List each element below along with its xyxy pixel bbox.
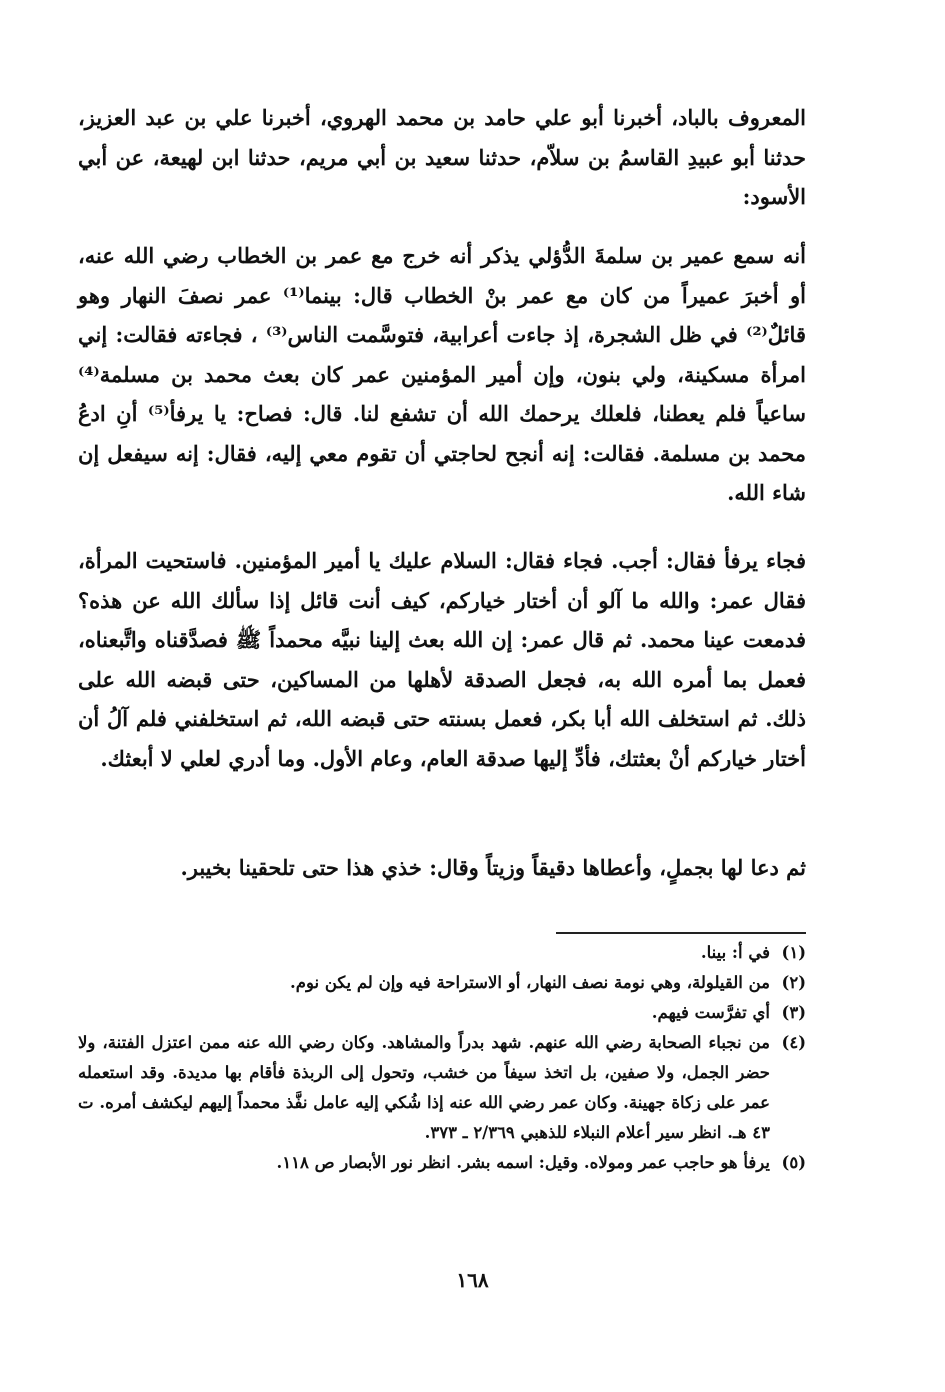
footnote-number: (٥)	[781, 1153, 806, 1172]
footnote-text: يرفأ هو حاجب عمر ومولاه. وقيل: اسمه بشر. انظر نور الأبصار ص ١١٨.	[276, 1153, 770, 1172]
footnotes-section	[78, 938, 806, 1178]
footnote-2	[78, 968, 806, 998]
footnote-number: (١)	[781, 943, 806, 962]
footnote-text: في أ: بينا.	[700, 943, 770, 962]
footnote-1	[78, 938, 806, 968]
body-paragraph-3: فجاء يرفأ فقال: أجب. فجاء فقال: السلام عليك يا أمير المؤمنين. فاستحيت المرأة، فقال عمر: والله ما آلو أن أختار خياركم، كيف أنت قائل إذا سألك الله عن هذه؟ فدمعت عينا محمد. ثم قال عمر: إن الله بعث إلينا نبيَّه محمداً ﷺ فصدَّقناه واتَّبعناه، فعمل بما أمره الله به، فجعل الصدقة لأهلها من المساكين، حتى قبضه الله على ذلك. ثم استخلف الله أبا بكر، فعمل بسنته حتى قبضه الله، ثم استخلفني فلم آلُ أن أختار خياركم أنْ بعثتك، فأدِّ إليها صدقة العام، وعام الأول. وما أدري لعلي لا أبعثك.	[78, 548, 806, 771]
footnote-text: من نجباء الصحابة رضي الله عنهم. شهد بدراً والمشاهد. وكان رضي الله عنه ممن اعتزل الفتنة، ولا حضر الجمل، ولا صفين، بل اتخذ سيفاً من خشب، وتحول إلى الربذة فأقام بها مديدة. وقد استعمله عمر على زكاة جهينة. وكان عمر رضي الله عنه إذا شُكي إليه عامل نفَّذ محمداً إليهم ليكشف أمره. ت ٤٣ هـ. انظر سير أعلام النبلاء للذهبي ٢/٣٦٩ ـ ٣٧٣.	[78, 1033, 770, 1142]
body-paragraph-1: المعروف بالباد، أخبرنا أبو علي حامد بن محمد الهروي، أخبرنا علي بن عبد العزيز، حدثنا أبو عبيدِ القاسمُ بن سلاّم، حدثنا سعيد بن أبي مريم، حدثنا ابن لهيعة، عن أبي الأسود:	[78, 105, 806, 209]
page-number: ١٦٨	[456, 1268, 489, 1292]
footnote-number: (٢)	[781, 973, 806, 992]
footnote-5	[78, 1148, 806, 1178]
footnote-3	[78, 998, 806, 1028]
footnote-text: أي تفرَّست فيهم.	[651, 1003, 770, 1022]
body-paragraph-2: أنه سمع عمير بن سلمةَ الدُّؤلي يذكر أنه خرج مع عمر بن الخطاب رضي الله عنه، أو أخبرَ عميراً من كان مع عمر بنْ الخطاب قال: بينما⁽¹⁾ عمر نصفَ النهار وهو قائلٌ⁽²⁾ في ظل الشجرة، إذ جاءت أعرابية، فتوسَّمت الناس⁽³⁾ ، فجاءته فقالت: إني امرأة مسكينة، ولي بنون، وإن أمير المؤمنين عمر كان بعث محمد بن مسلمة⁽⁴⁾ ساعياً فلم يعطنا، فلعلك يرحمك الله أن تشفع لنا. قال: فصاح: يا يرفأ⁽⁵⁾ أنِ ادعُ محمد بن مسلمة. فقالت: إنه أنجح لحاجتي أن تقوم معي إليه، فقال: إنه سيفعل إن شاء الله.	[78, 243, 806, 505]
footnote-separator	[556, 932, 806, 934]
footnote-4	[78, 1028, 806, 1148]
footnote-text: من القيلولة، وهي نومة نصف النهار، أو الاستراحة فيه وإن لم يكن نوم.	[290, 973, 770, 992]
footnote-number: (٤)	[781, 1033, 806, 1052]
footnote-number: (٣)	[781, 1003, 806, 1022]
body-paragraph-4: ثم دعا لها بجملٍ، وأعطاها دقيقاً وزيتاً وقال: خذي هذا حتى تلحقينا بخيبر.	[180, 855, 806, 880]
